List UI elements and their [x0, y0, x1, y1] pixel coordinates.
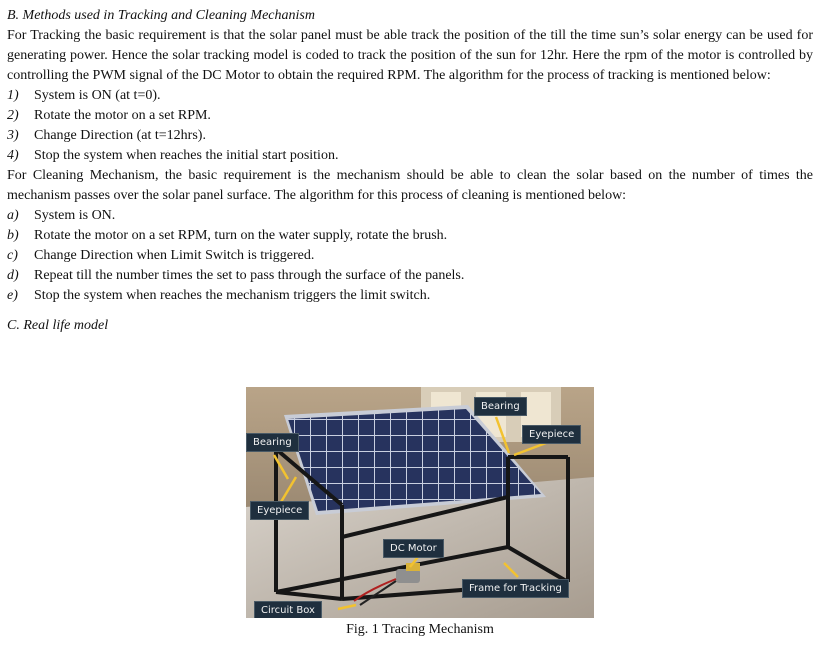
- list-item: [7, 266, 813, 286]
- list-item-text: System is ON (at t=0).: [34, 88, 161, 103]
- list-item-text: Change Direction (at t=12hrs).: [34, 128, 206, 143]
- section-b-heading: B. Methods used in Tracking and Cleaning Mechanism: [7, 8, 315, 23]
- label-dc-motor: DC Motor: [383, 539, 444, 558]
- list-marker: d): [7, 268, 19, 283]
- list-marker: 4): [7, 148, 19, 163]
- list-item-text: Change Direction when Limit Switch is triggered.: [34, 248, 315, 263]
- tracking-mechanism-photo: [246, 387, 594, 618]
- list-item: [7, 206, 813, 226]
- list-marker: 2): [7, 108, 19, 123]
- list-marker: b): [7, 228, 19, 243]
- tracking-steps-list: [7, 86, 813, 166]
- section-c-heading: C. Real life model: [7, 318, 109, 333]
- list-marker: a): [7, 208, 19, 223]
- list-marker: c): [7, 248, 18, 263]
- list-item-text: Repeat till the number times the set to pass through the surface of the panels.: [34, 268, 465, 283]
- label-bearing-left: Bearing: [246, 433, 299, 452]
- list-marker: 3): [7, 128, 19, 143]
- list-marker: e): [7, 288, 18, 303]
- figure-caption: Fig. 1 Tracing Mechanism: [346, 622, 494, 637]
- dc-motor-body: [396, 569, 420, 583]
- list-item: [7, 146, 813, 166]
- tracking-paragraph: For Tracking the basic requirement is that the solar panel must be able track the position of the till the time sun’s solar energy can be used for generating power. Hence the solar tracking model is coded to track the position of the sun for 12hr. Here the rpm of the motor is controlled by controlling the PWM signal of the DC Motor to obtain the required RPM. The algorithm for the process of tracking is mentioned below:: [7, 28, 813, 83]
- list-item: [7, 106, 813, 126]
- paper-page: [7, 6, 813, 336]
- list-item: [7, 226, 813, 246]
- label-eyepiece-left: Eyepiece: [250, 501, 309, 520]
- list-item-text: Stop the system when reaches the initial start position.: [34, 148, 339, 163]
- list-item-text: Rotate the motor on a set RPM, turn on the water supply, rotate the brush.: [34, 228, 448, 243]
- list-item: [7, 246, 813, 266]
- cleaning-steps-list: [7, 206, 813, 306]
- list-item: [7, 286, 813, 306]
- list-item: [7, 126, 813, 146]
- label-frame-for-tracking: Frame for Tracking: [462, 579, 569, 598]
- label-bearing-right: Bearing: [474, 397, 527, 416]
- list-marker: 1): [7, 88, 19, 103]
- list-item: [7, 86, 813, 106]
- list-item-text: System is ON.: [34, 208, 116, 223]
- label-circuit-box: Circuit Box: [254, 601, 322, 618]
- list-item-text: Rotate the motor on a set RPM.: [34, 108, 211, 123]
- label-eyepiece-right: Eyepiece: [522, 425, 581, 444]
- cleaning-paragraph: For Cleaning Mechanism, the basic requirement is the mechanism should be able to clean the solar based on the number of times the mechanism passes over the solar panel surface. The algorithm for this process of cleaning is mentioned below:: [7, 168, 813, 203]
- list-item-text: Stop the system when reaches the mechanism triggers the limit switch.: [34, 288, 431, 303]
